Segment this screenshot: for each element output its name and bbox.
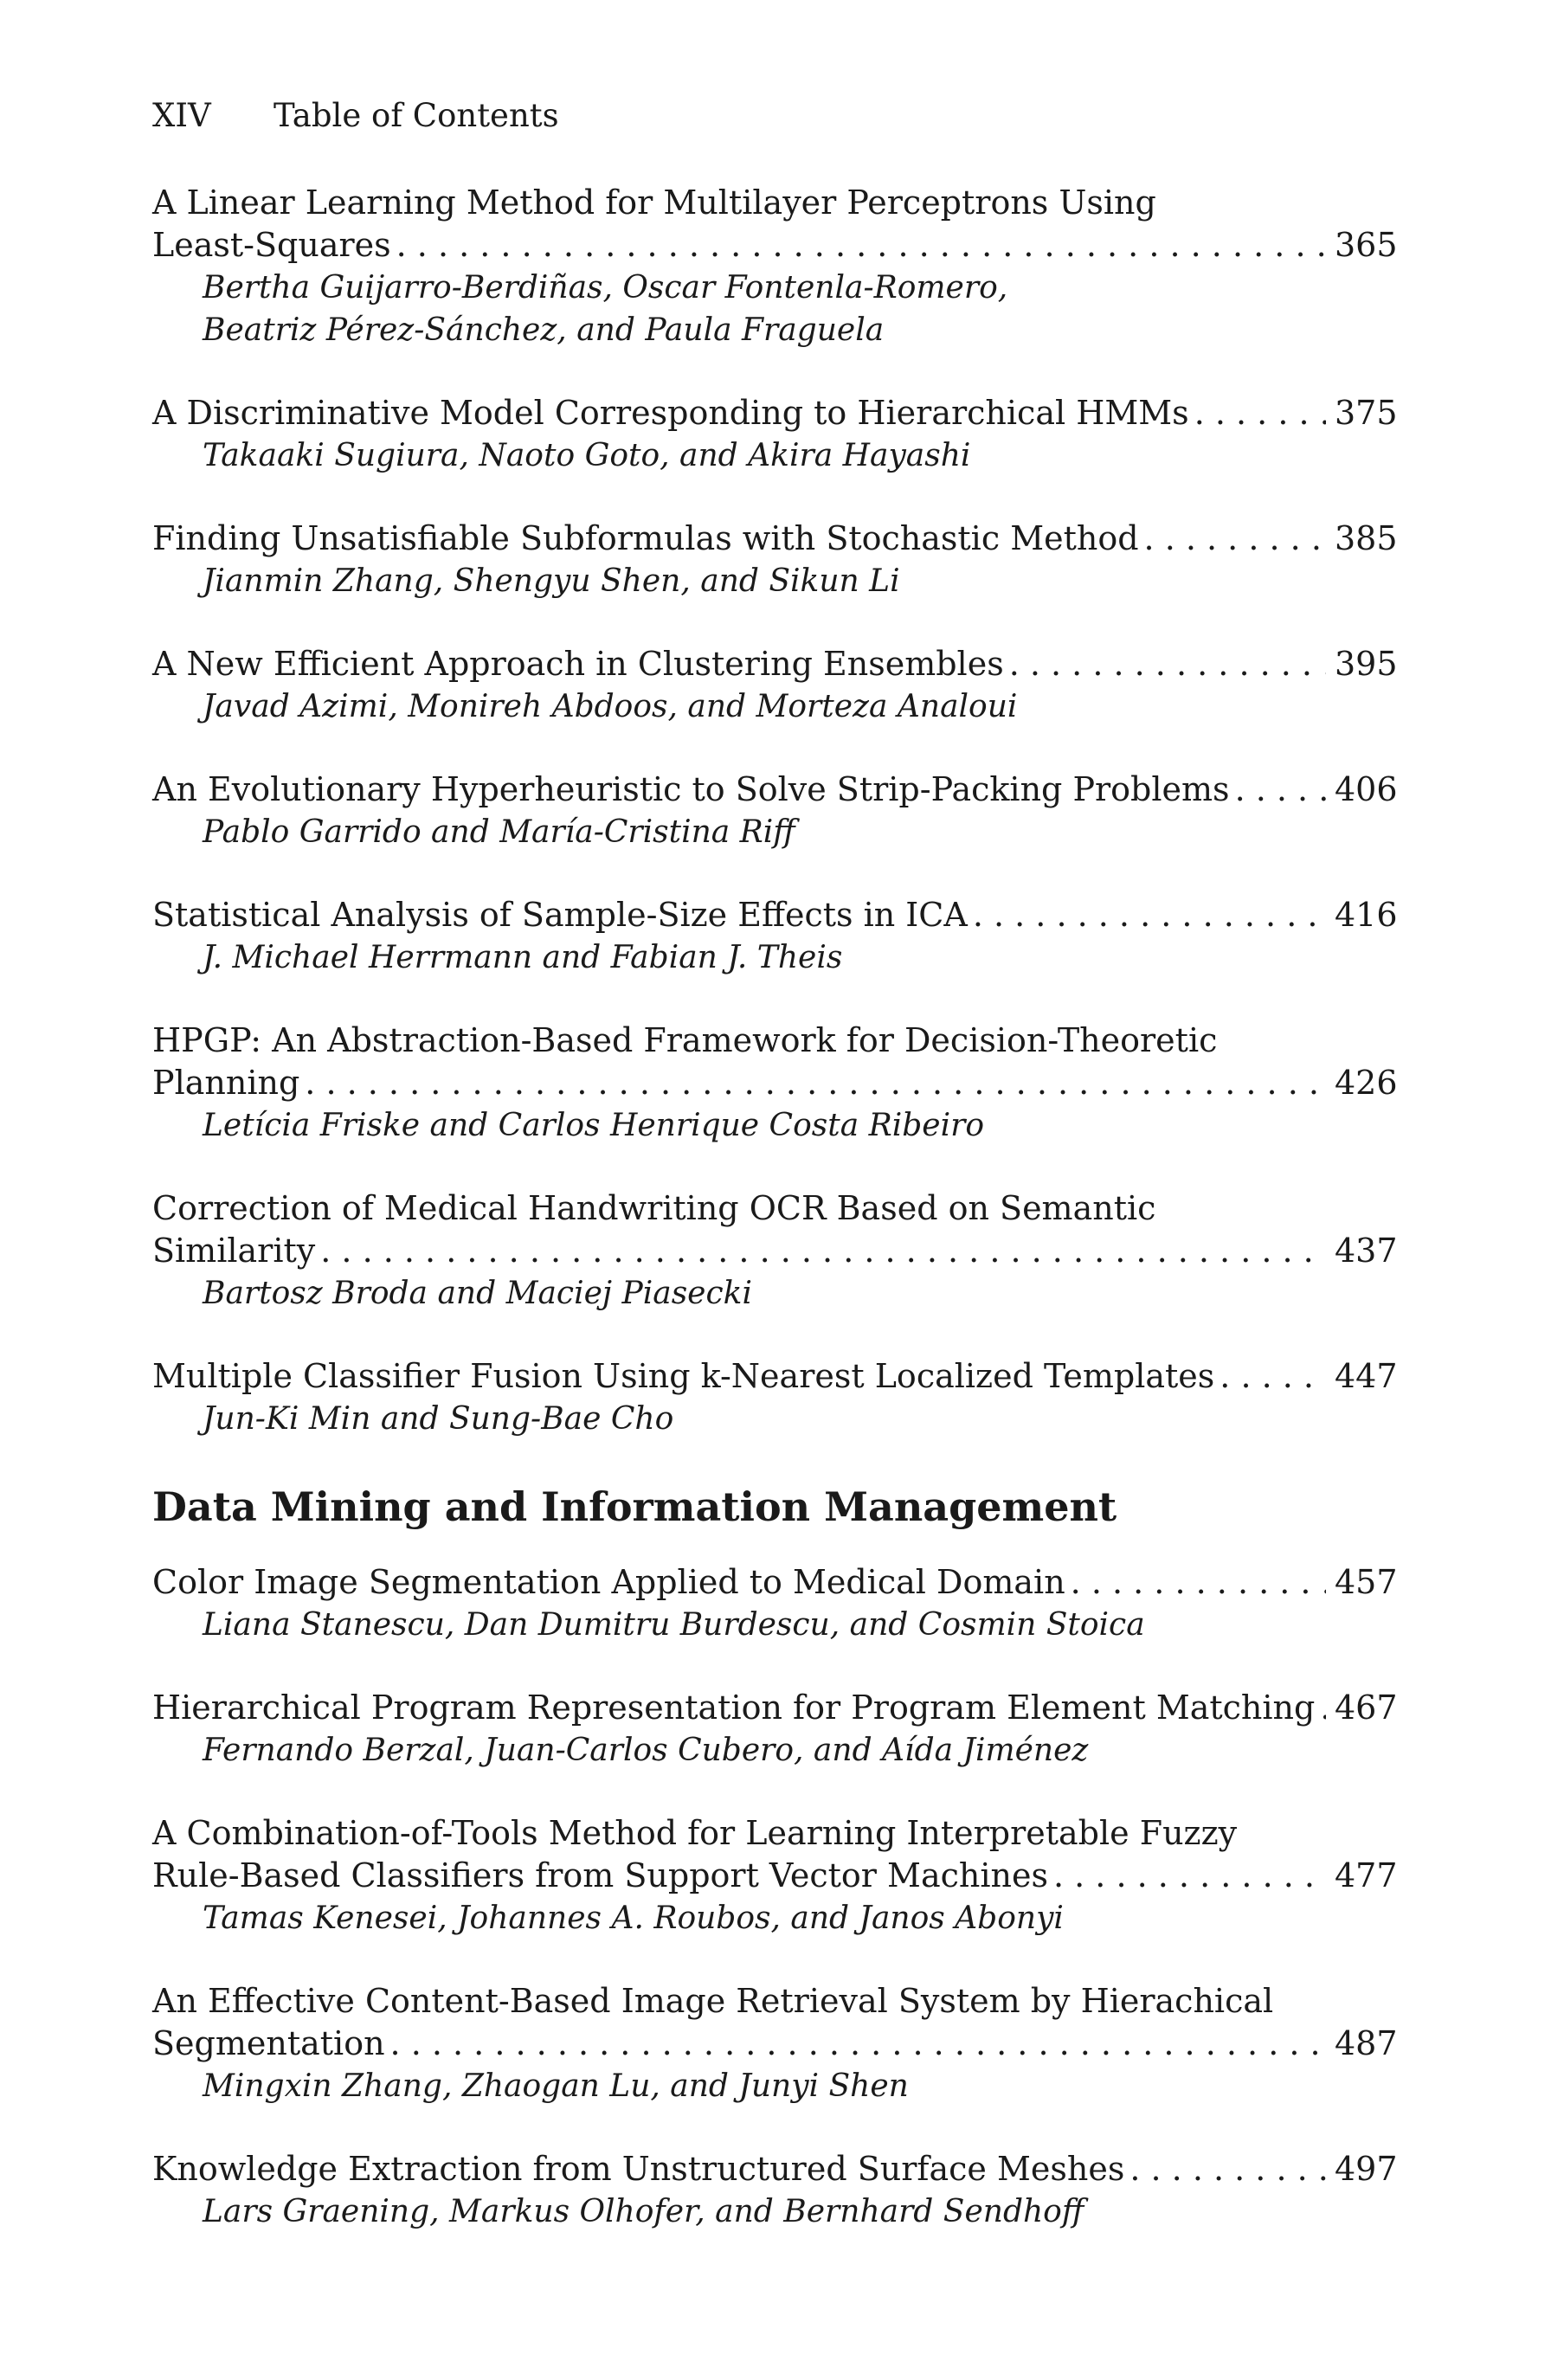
entry-title-last-line (152, 643, 1397, 685)
dot-leader (1009, 643, 1326, 685)
entry-title-last-line (152, 769, 1397, 811)
entry-title-last-line (152, 2023, 1397, 2065)
entry-title-text: Segmentation (152, 2024, 385, 2062)
running-header (152, 97, 559, 134)
entry-page-number: 395 (1335, 645, 1398, 683)
entry-title-text: An Evolutionary Hyperheuristic to Solve Strip-Packing Problems (152, 770, 1230, 808)
entry-title-text: A Combination-of-Tools Method for Learning Interpretable Fuzzy (152, 1814, 1238, 1852)
dot-leader (1053, 1855, 1326, 1897)
entry-title-last-line (152, 894, 1397, 936)
entry-title-text: Statistical Analysis of Sample-Size Effects in ICA (152, 896, 968, 934)
toc-section-part1 (152, 182, 1397, 1440)
entry-title-text: A Linear Learning Method for Multilayer Perceptrons Using (152, 183, 1156, 222)
entry-authors: Jianmin Zhang, Shengyu Shen, and Sikun Li (203, 563, 900, 599)
entry-page-number: 457 (1335, 1563, 1398, 1601)
toc-entry[interactable] (152, 1187, 1397, 1315)
entry-title-text: Least-Squares (152, 226, 391, 264)
toc-entry[interactable] (152, 643, 1397, 728)
entry-title-line (152, 1812, 1397, 1855)
entry-title-text: HPGP: An Abstraction-Based Framework for Decision-Theoretic (152, 1021, 1218, 1059)
dot-leader (320, 1230, 1326, 1272)
toc-entry[interactable] (152, 1812, 1397, 1939)
entry-authors: Liana Stanescu, Dan Dumitru Burdescu, and Cosmin Stoica (203, 1607, 1145, 1643)
entry-title-last-line (152, 1230, 1397, 1272)
entry-authors: Jun-Ki Min and Sung-Bae Cho (203, 1401, 674, 1437)
dot-leader (1194, 392, 1326, 434)
toc-entry[interactable] (152, 518, 1397, 602)
entry-authors: J. Michael Herrmann and Fabian J. Theis (203, 940, 843, 975)
entry-authors: Takaaki Sugiura, Naoto Goto, and Akira Hayashi (203, 438, 971, 473)
dot-leader (396, 224, 1326, 267)
entry-title-text: Similarity (152, 1232, 316, 1270)
dot-leader (1220, 1355, 1326, 1398)
entry-authors: Bartosz Broda and Maciej Piasecki (203, 1276, 752, 1311)
entry-title-last-line (152, 392, 1397, 434)
page-numeral: XIV (152, 97, 211, 134)
entry-title-text: A Discriminative Model Corresponding to Hierarchical HMMs (152, 394, 1189, 432)
entry-title-text: Knowledge Extraction from Unstructured Surface Meshes (152, 2150, 1125, 2188)
entry-title-text: Color Image Segmentation Applied to Medical Domain (152, 1563, 1065, 1601)
entry-title-text: Multiple Classifier Fusion Using k-Nearest Localized Templates (152, 1357, 1215, 1395)
entry-page-number: 416 (1335, 896, 1398, 934)
entry-page-number: 477 (1335, 1856, 1398, 1894)
toc-entry[interactable] (152, 1020, 1397, 1147)
toc-entry[interactable] (152, 1355, 1397, 1440)
entry-authors: Mingxin Zhang, Zhaogan Lu, and Junyi Shen (203, 2068, 909, 2104)
toc-entry[interactable] (152, 894, 1397, 979)
toc-section-part2 (152, 1561, 1397, 2233)
entry-authors: Lars Graening, Markus Olhofer, and Bernhard Sendhoff (203, 2194, 1084, 2229)
toc-entry[interactable] (152, 769, 1397, 853)
entry-title-last-line (152, 1855, 1397, 1897)
dot-leader (1235, 769, 1326, 811)
toc-entry[interactable] (152, 182, 1397, 351)
entry-title-last-line (152, 2148, 1397, 2190)
entry-title-last-line (152, 1561, 1397, 1604)
toc-entries (152, 182, 1397, 2274)
entry-page-number: 385 (1335, 519, 1398, 557)
entry-title-text: An Effective Content-Based Image Retrieval System by Hierachical (152, 1982, 1274, 2020)
dot-leader (973, 894, 1326, 936)
entry-title-line (152, 1187, 1397, 1230)
entry-authors: Fernando Berzal, Juan-Carlos Cubero, and Aída Jiménez (203, 1733, 1089, 1768)
entry-title-text: Hierarchical Program Representation for Program Element Matching (152, 1689, 1316, 1727)
entry-page-number: 437 (1335, 1232, 1398, 1270)
entry-page-number: 375 (1335, 394, 1398, 432)
dot-leader (1144, 518, 1326, 560)
toc-entry[interactable] (152, 1980, 1397, 2107)
dot-leader (1129, 2148, 1326, 2190)
entry-title-text: Planning (152, 1064, 300, 1102)
toc-entry[interactable] (152, 1687, 1397, 1772)
entry-authors: Pablo Garrido and María-Cristina Riff (203, 814, 795, 850)
entry-authors: Letícia Friske and Carlos Henrique Costa Ribeiro (203, 1108, 984, 1143)
entry-page-number: 426 (1335, 1064, 1398, 1102)
entry-page-number: 467 (1335, 1689, 1398, 1727)
section-heading: Data Mining and Information Management (152, 1483, 1117, 1530)
entry-title-text: Finding Unsatisfiable Subformulas with Stochastic Method (152, 519, 1139, 557)
running-title: Table of Contents (274, 97, 559, 134)
dot-leader (305, 1062, 1326, 1104)
entry-title-line (152, 1980, 1397, 2023)
toc-entry[interactable] (152, 1561, 1397, 1646)
dot-leader (390, 2023, 1326, 2065)
entry-page-number: 487 (1335, 2024, 1398, 2062)
entry-title-text: Rule-Based Classifiers from Support Vector Machines (152, 1856, 1048, 1894)
entry-title-last-line (152, 518, 1397, 560)
entry-title-last-line (152, 1687, 1397, 1729)
entry-authors: Bertha Guijarro-Berdiñas, Oscar Fontenla-Romero, (203, 270, 1008, 306)
entry-title-line (152, 182, 1397, 224)
entry-authors: Javad Azimi, Monireh Abdoos, and Morteza Analoui (203, 689, 1018, 724)
entry-page-number: 497 (1335, 2150, 1398, 2188)
dot-leader (1071, 1561, 1326, 1604)
entry-page-number: 447 (1335, 1357, 1398, 1395)
entry-title-line (152, 1020, 1397, 1062)
dot-leader (1320, 1687, 1326, 1729)
entry-title-last-line (152, 224, 1397, 267)
entry-title-last-line (152, 1355, 1397, 1398)
entry-title-text: Correction of Medical Handwriting OCR Based on Semantic (152, 1189, 1156, 1227)
entry-title-last-line (152, 1062, 1397, 1104)
entry-title-text: A New Efficient Approach in Clustering Ensembles (152, 645, 1004, 683)
entry-authors: Tamas Kenesei, Johannes A. Roubos, and Janos Abonyi (203, 1901, 1064, 1936)
toc-entry[interactable] (152, 392, 1397, 477)
entry-page-number: 406 (1335, 770, 1398, 808)
toc-entry[interactable] (152, 2148, 1397, 2233)
entry-page-number: 365 (1335, 226, 1398, 264)
entry-authors: Beatriz Pérez-Sánchez, and Paula Fraguela (203, 312, 885, 348)
